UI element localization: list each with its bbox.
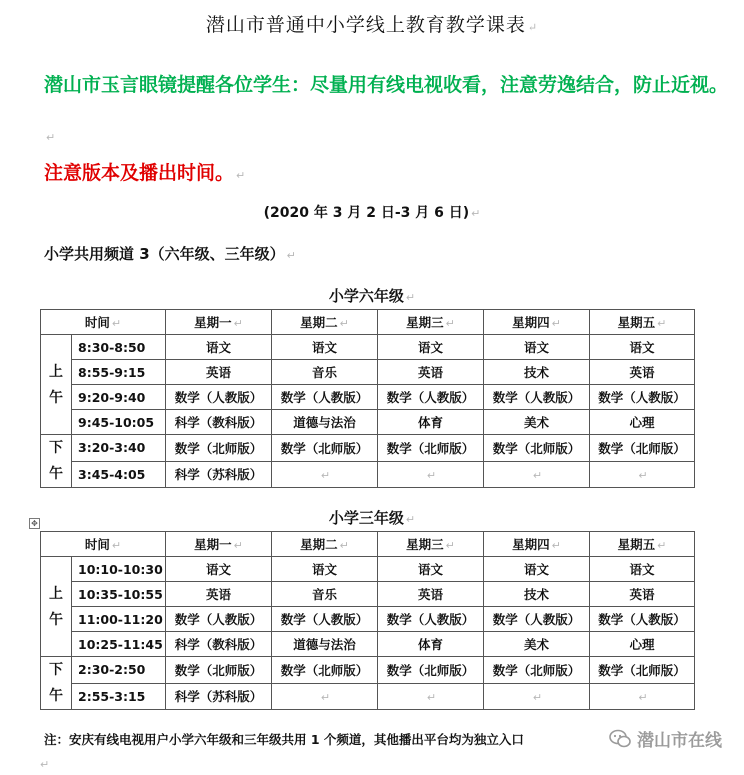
schedule-cell: 英语 [590, 582, 695, 607]
schedule-cell: 数学（人教版） [484, 607, 590, 632]
schedule-cell: 语文 [378, 335, 484, 360]
schedule-cell: 道德与法治 [272, 410, 378, 435]
header-monday: 星期一 ↵ [166, 310, 272, 335]
header-wednesday: 星期三 ↵ [378, 310, 484, 335]
period-morning: 上午 [41, 557, 72, 657]
schedule-cell: 语文 [272, 557, 378, 582]
table-row [41, 683, 695, 710]
empty-cell: ↵ [272, 683, 378, 710]
schedule-cell: 技术 [484, 360, 590, 385]
time-cell: 2:30-2:50 [72, 657, 166, 684]
header-tuesday: 星期二 ↵ [272, 532, 378, 557]
time-cell: 10:10-10:30 [72, 557, 166, 582]
schedule-cell: 数学（北师版） [484, 435, 590, 462]
schedule-cell: 数学（人教版） [590, 607, 695, 632]
empty-cell: ↵ [378, 683, 484, 710]
schedule-cell: 数学（人教版） [166, 385, 272, 410]
schedule-cell: 科学（教科版） [166, 410, 272, 435]
schedule-cell: 英语 [378, 582, 484, 607]
schedule-cell: 科学（苏科版） [166, 461, 272, 488]
table-row [41, 582, 695, 607]
time-cell: 8:55-9:15 [72, 360, 166, 385]
time-cell: 8:30-8:50 [72, 335, 166, 360]
schedule-cell: 音乐 [272, 582, 378, 607]
empty-cell: ↵ [590, 461, 695, 488]
watermark: 潜山市在线 [609, 726, 722, 751]
header-friday: 星期五 ↵ [590, 310, 695, 335]
schedule-cell: 英语 [378, 360, 484, 385]
table-row [41, 461, 695, 488]
schedule-cell: 科学（苏科版） [166, 683, 272, 710]
table-row [41, 657, 695, 684]
header-time: 时间 ↵ [41, 532, 166, 557]
empty-cell: ↵ [590, 683, 695, 710]
schedule-cell: 英语 [590, 360, 695, 385]
time-cell: 3:45-4:05 [72, 461, 166, 488]
empty-cell: ↵ [272, 461, 378, 488]
schedule-cell: 数学（北师版） [590, 657, 695, 684]
schedule-cell: 数学（人教版） [166, 607, 272, 632]
schedule-cell: 数学（北师版） [484, 657, 590, 684]
time-cell: 11:00-11:20 [72, 607, 166, 632]
schedule-cell: 技术 [484, 582, 590, 607]
schedule-cell: 数学（北师版） [166, 435, 272, 462]
time-cell: 10:25-11:45 [72, 632, 166, 657]
schedule-cell: 语文 [590, 557, 695, 582]
schedule-cell: 语文 [272, 335, 378, 360]
grade3-schedule-table [40, 531, 695, 710]
schedule-cell: 音乐 [272, 360, 378, 385]
grade3-table-title: 小学三年级 ↵ [328, 509, 416, 527]
period-afternoon: 下午 [41, 657, 72, 710]
schedule-cell: 语文 [378, 557, 484, 582]
schedule-cell: 体育 [378, 410, 484, 435]
time-cell: 2:55-3:15 [72, 683, 166, 710]
schedule-cell: 数学（北师版） [378, 657, 484, 684]
table-row [41, 385, 695, 410]
time-cell: 10:35-10:55 [72, 582, 166, 607]
schedule-cell: 道德与法治 [272, 632, 378, 657]
table-header-row [41, 310, 695, 335]
chat-bubble-icon [609, 729, 631, 749]
table-row [41, 557, 695, 582]
schedule-cell: 数学（人教版） [378, 385, 484, 410]
time-cell: 9:20-9:40 [72, 385, 166, 410]
schedule-cell: 美术 [484, 632, 590, 657]
eye-care-notice: 潜山市玉言眼镜提醒各位学生：尽量用有线电视收看，注意劳逸结合，防止近视。↵ [44, 74, 729, 144]
schedule-cell: 英语 [166, 360, 272, 385]
schedule-cell: 语文 [166, 335, 272, 360]
date-range: (2020 年 3 月 2 日-3 月 6 日) ↵ [263, 205, 481, 221]
schedule-cell: 体育 [378, 632, 484, 657]
empty-cell: ↵ [484, 683, 590, 710]
table-row [41, 607, 695, 632]
schedule-cell: 心理 [590, 632, 695, 657]
header-wednesday: 星期三 ↵ [378, 532, 484, 557]
document-title: 潜山市普通中小学线上教育教学课表 ↵ [205, 14, 539, 36]
schedule-cell: 语文 [166, 557, 272, 582]
footnote: 注：安庆有线电视用户小学六年级和三年级共用 1 个频道，其他播出平台均为独立入口 [44, 732, 524, 747]
schedule-cell: 语文 [484, 557, 590, 582]
channel-title: 小学共用频道 3（六年级、三年级） ↵ [44, 245, 296, 263]
table-row [41, 632, 695, 657]
schedule-cell: 语文 [590, 335, 695, 360]
time-cell: 9:45-10:05 [72, 410, 166, 435]
table-header-row [41, 532, 695, 557]
schedule-cell: 数学（人教版） [484, 385, 590, 410]
schedule-cell: 英语 [166, 582, 272, 607]
schedule-cell: 数学（人教版） [272, 385, 378, 410]
schedule-cell: 数学（北师版） [590, 435, 695, 462]
schedule-cell: 美术 [484, 410, 590, 435]
header-thursday: 星期四 ↵ [484, 310, 590, 335]
table-row [41, 360, 695, 385]
schedule-cell: 数学（北师版） [166, 657, 272, 684]
schedule-cell: 数学（北师版） [378, 435, 484, 462]
grade6-schedule-table [40, 309, 695, 488]
table-row [41, 335, 695, 360]
header-thursday: 星期四 ↵ [484, 532, 590, 557]
version-notice: 注意版本及播出时间。 ↵ [44, 162, 246, 184]
header-time: 时间 ↵ [41, 310, 166, 335]
empty-cell: ↵ [484, 461, 590, 488]
table-row [41, 410, 695, 435]
schedule-cell: 科学（教科版） [166, 632, 272, 657]
schedule-cell: 数学（人教版） [272, 607, 378, 632]
schedule-cell: 数学（北师版） [272, 657, 378, 684]
header-tuesday: 星期二 ↵ [272, 310, 378, 335]
schedule-cell: 数学（人教版） [378, 607, 484, 632]
schedule-cell: 数学（北师版） [272, 435, 378, 462]
empty-cell: ↵ [378, 461, 484, 488]
table-move-handle-icon[interactable]: ✥ [29, 518, 40, 529]
period-morning: 上午 [41, 335, 72, 435]
time-cell: 3:20-3:40 [72, 435, 166, 462]
schedule-cell: 语文 [484, 335, 590, 360]
grade6-table-title: 小学六年级 ↵ [328, 287, 416, 305]
schedule-cell: 心理 [590, 410, 695, 435]
schedule-cell: 数学（人教版） [590, 385, 695, 410]
paragraph-mark: ↵ [40, 758, 50, 771]
header-friday: 星期五 ↵ [590, 532, 695, 557]
header-monday: 星期一 ↵ [166, 532, 272, 557]
period-afternoon: 下午 [41, 435, 72, 488]
table-row [41, 435, 695, 462]
